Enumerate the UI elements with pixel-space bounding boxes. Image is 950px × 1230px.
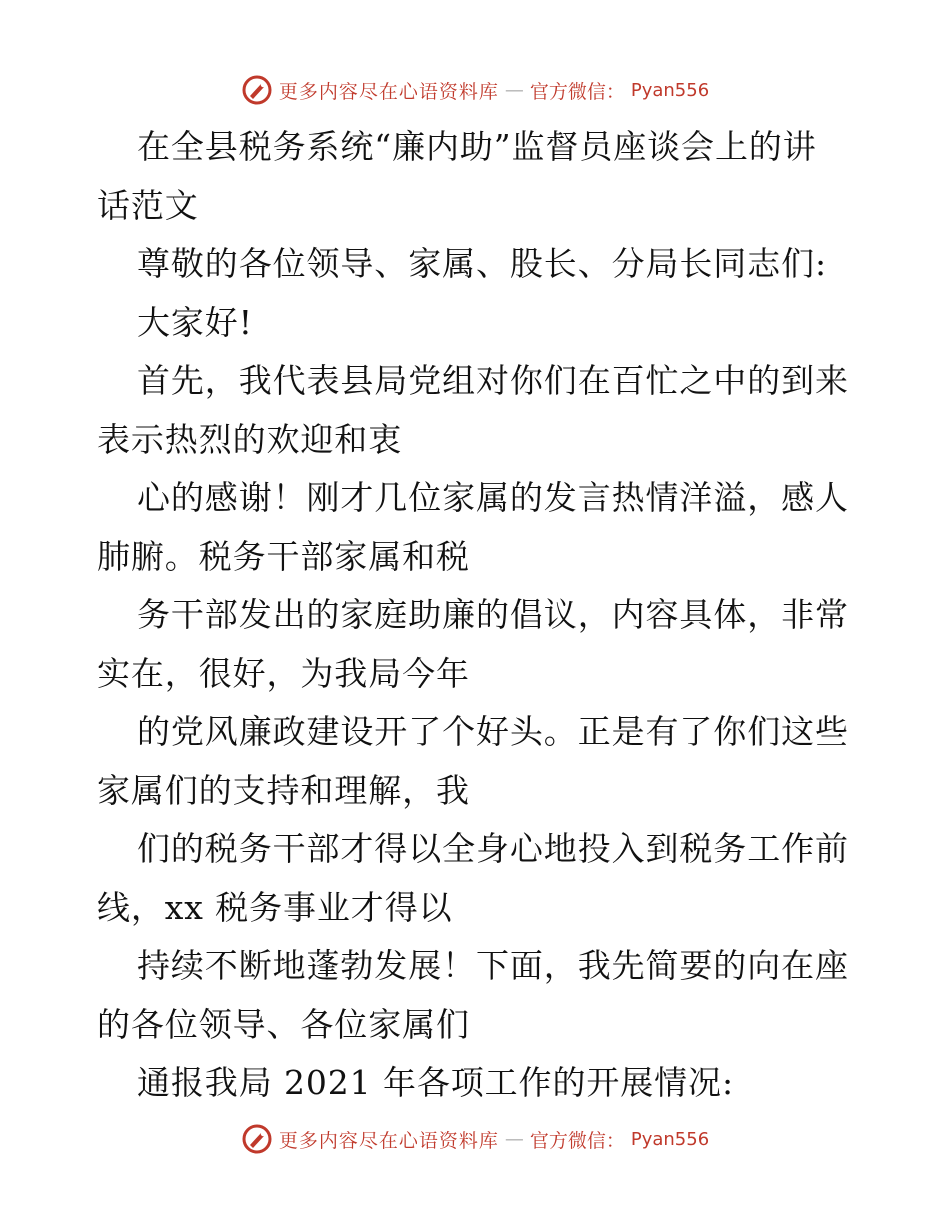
pen-circle-icon [241, 1123, 273, 1155]
watermark-separator: — [504, 1128, 524, 1150]
paragraph [97, 469, 857, 586]
watermark-main-text: 更多内容尽在心语资料库 [278, 80, 499, 103]
paragraph [97, 352, 857, 469]
paragraph-first-line: 大家好! [137, 302, 253, 342]
pen-circle-icon [241, 74, 273, 106]
watermark-main-text: 更多内容尽在心语资料库 [278, 1129, 499, 1152]
paragraph-continuation: 线，xx 税务事业才得以 [97, 887, 453, 927]
watermark-wechat-id: Pyan556 [630, 1128, 710, 1150]
document-body [97, 118, 857, 1113]
paragraph [97, 703, 857, 820]
paragraph-first-line: 的党风廉政建设开了个好头。正是有了你们这些 [137, 712, 849, 751]
paragraph-first-line: 持续不断地蓬勃发展！下面，我先简要的向在座 [137, 946, 849, 985]
paragraph-first-line: 首先，我代表县局党组对你们在百忙之中的到来 [137, 361, 849, 400]
watermark-wechat-id: Pyan556 [630, 79, 710, 101]
paragraph-continuation: 肺腑。税务干部家属和税 [97, 536, 470, 576]
salutation [97, 235, 857, 294]
paragraph-continuation: 的各位领导、各位家属们 [97, 1004, 470, 1044]
document-title [97, 118, 857, 235]
paragraph-first-line: 心的感谢！刚才几位家属的发言热情洋溢，感人 [137, 478, 849, 517]
paragraph-first-line: 们的税务干部才得以全身心地投入到税务工作前 [137, 829, 849, 868]
header-watermark [0, 70, 950, 110]
paragraph-first-line: 在全县税务系统“廉内助”监督员座谈会上的讲 [137, 127, 817, 166]
watermark-wechat-label: 官方微信： [529, 1129, 625, 1152]
paragraph-continuation: 表示热烈的欢迎和衷 [97, 419, 403, 459]
watermark-separator: — [504, 79, 524, 101]
paragraph [97, 820, 857, 937]
paragraph [97, 937, 857, 1054]
paragraph [97, 586, 857, 703]
paragraph-first-line: 通报我局 2021 年各项工作的开展情况: [137, 1063, 734, 1102]
paragraph-continuation: 家属们的支持和理解，我 [97, 770, 470, 810]
paragraph-first-line: 务干部发出的家庭助廉的倡议，内容具体，非常 [137, 595, 849, 634]
paragraph-continuation: 话范文 [97, 185, 199, 225]
paragraph [97, 1054, 857, 1113]
paragraph-first-line: 尊敬的各位领导、家属、股长、分局长同志们: [137, 244, 828, 283]
footer-watermark [0, 1119, 950, 1159]
greeting [97, 294, 857, 353]
paragraph-continuation: 实在，很好，为我局今年 [97, 653, 470, 693]
watermark-wechat-label: 官方微信： [529, 80, 625, 103]
